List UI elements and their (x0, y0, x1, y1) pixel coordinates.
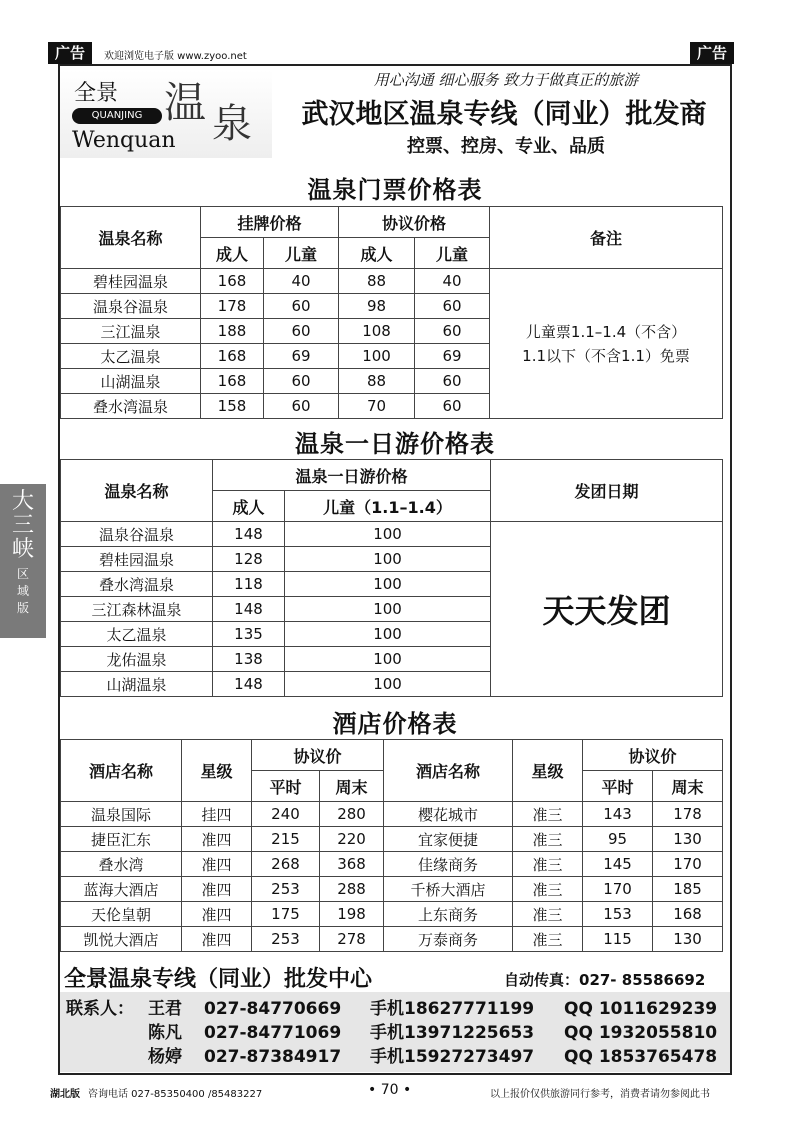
brand-logo (60, 70, 272, 158)
cell-name: 三江温泉 (61, 319, 201, 344)
cell-hotel-name: 温泉国际 (61, 802, 182, 827)
note-cell (490, 269, 723, 419)
cell-star: 准三 (513, 827, 583, 852)
cell-agreed-child: 69 (415, 344, 490, 369)
cell-name: 太乙温泉 (61, 344, 201, 369)
logo-char-wen: 温 (164, 78, 207, 127)
cell-name: 温泉谷温泉 (61, 294, 201, 319)
ad-tag-right: 广告 (690, 42, 734, 64)
col-header-price: 协议价 (252, 740, 384, 771)
side-char: 峡 (11, 537, 34, 562)
cell-weekend: 280 (320, 802, 384, 827)
cell-agreed-child: 60 (415, 294, 490, 319)
cell-agreed-adult: 100 (339, 344, 415, 369)
cell-child: 100 (285, 522, 491, 547)
edition-side-tab (0, 484, 46, 638)
cell-weekday: 240 (252, 802, 320, 827)
cell-name: 三江森林温泉 (61, 597, 213, 622)
ticket-price-table (60, 206, 723, 419)
cell-weekday: 153 (583, 902, 653, 927)
footer-edition: 湖北版 (50, 1089, 80, 1100)
cell-name: 山湖温泉 (61, 369, 201, 394)
cell-hotel-name: 蓝海大酒店 (61, 877, 182, 902)
col-header-star: 星级 (513, 740, 583, 802)
side-char: 区 (16, 567, 29, 581)
table-row (61, 802, 723, 827)
contact-box (60, 992, 730, 1072)
footer-phone: 咨询电话 027-85350400 /85483227 (88, 1089, 263, 1100)
footer-disclaimer: 以上报价仅供旅游同行参考，消费者请勿参阅此书 (490, 1089, 710, 1100)
table-row (61, 902, 723, 927)
cell-weekday: 145 (583, 852, 653, 877)
col-header-name: 温泉名称 (61, 460, 213, 522)
cell-listed-adult: 168 (201, 344, 264, 369)
side-char: 域 (16, 584, 29, 598)
cell-listed-adult: 178 (201, 294, 264, 319)
col-header-weekend: 周末 (320, 771, 384, 802)
contact-tel: 027-87384917 (204, 1047, 342, 1067)
cell-agreed-child: 60 (415, 319, 490, 344)
contact-mobile: 手机15927273497 (370, 1047, 535, 1067)
hotel-price-table (60, 739, 723, 952)
cell-star: 准四 (182, 927, 252, 952)
col-header-hotel-name: 酒店名称 (384, 740, 513, 802)
cell-listed-child: 40 (264, 269, 339, 294)
cell-listed-child: 60 (264, 294, 339, 319)
col-header-agreed: 协议价格 (339, 207, 490, 238)
col-header-note: 备注 (490, 207, 723, 269)
logo-latin: Wenquan (72, 128, 176, 153)
cell-agreed-adult: 70 (339, 394, 415, 419)
cell-weekday: 268 (252, 852, 320, 877)
cell-hotel-name: 佳缘商务 (384, 852, 513, 877)
cell-adult: 128 (213, 547, 285, 572)
cell-name: 碧桂园温泉 (61, 269, 201, 294)
contact-name: 陈凡 (148, 1023, 182, 1043)
cell-star: 准三 (513, 852, 583, 877)
cell-agreed-adult: 88 (339, 269, 415, 294)
contact-label: 联系人： (66, 999, 134, 1019)
cell-weekday: 253 (252, 927, 320, 952)
contact-mobile: 手机13971225653 (370, 1023, 535, 1043)
col-header-price: 协议价 (583, 740, 723, 771)
cell-weekend: 170 (653, 852, 723, 877)
side-char: 三 (11, 513, 34, 538)
contact-row (60, 1044, 730, 1070)
cell-name: 叠水湾温泉 (61, 572, 213, 597)
table-row (61, 877, 723, 902)
ticket-section-title: 温泉门票价格表 (307, 176, 483, 204)
cell-hotel-name: 樱花城市 (384, 802, 513, 827)
contact-name: 杨婷 (148, 1047, 182, 1067)
daily-departure: 天天发团 (491, 522, 723, 697)
cell-weekday: 175 (252, 902, 320, 927)
side-char: 大 (11, 489, 34, 514)
col-header-weekday: 平时 (252, 771, 320, 802)
col-header-adult: 成人 (339, 238, 415, 269)
ad-tag-left: 广告 (48, 42, 92, 64)
contact-row (60, 996, 730, 1022)
cell-hotel-name: 宜家便捷 (384, 827, 513, 852)
col-header-star: 星级 (182, 740, 252, 802)
cell-listed-adult: 158 (201, 394, 264, 419)
cell-agreed-child: 60 (415, 369, 490, 394)
cell-weekend: 288 (320, 877, 384, 902)
cell-listed-child: 69 (264, 344, 339, 369)
slogan: 用心沟通 细心服务 致力于做真正的旅游 (373, 71, 639, 89)
col-header-adult: 成人 (213, 491, 285, 522)
cell-adult: 135 (213, 622, 285, 647)
cell-star: 准三 (513, 902, 583, 927)
cell-listed-child: 60 (264, 394, 339, 419)
cell-child: 100 (285, 547, 491, 572)
contact-qq: QQ 1932055810 (564, 1023, 718, 1043)
cell-weekday: 170 (583, 877, 653, 902)
cell-hotel-name: 万泰商务 (384, 927, 513, 952)
contact-mobile: 手机18627771199 (370, 999, 535, 1019)
cell-weekend: 185 (653, 877, 723, 902)
cell-hotel-name: 叠水湾 (61, 852, 182, 877)
col-header-child: 儿童 (264, 238, 339, 269)
welcome-text: 欢迎浏览电子版 www.zyoo.net (104, 51, 247, 62)
cell-star: 准三 (513, 877, 583, 902)
contact-qq: QQ 1853765478 (564, 1047, 718, 1067)
cell-child: 100 (285, 572, 491, 597)
cell-agreed-adult: 108 (339, 319, 415, 344)
contact-qq: QQ 1011629239 (564, 999, 718, 1019)
logo-pinyin: QUANJING (72, 108, 162, 124)
cell-star: 准三 (513, 927, 583, 952)
fax-number: 自动传真：027- 85586692 (504, 971, 706, 989)
cell-adult: 138 (213, 647, 285, 672)
daytour-price-table (60, 459, 723, 697)
col-header-weekday: 平时 (583, 771, 653, 802)
contact-tel: 027-84770669 (204, 999, 342, 1019)
table-row (61, 827, 723, 852)
cell-weekend: 178 (653, 802, 723, 827)
cell-weekday: 143 (583, 802, 653, 827)
cell-weekday: 115 (583, 927, 653, 952)
cell-agreed-child: 60 (415, 394, 490, 419)
hotel-section-title: 酒店价格表 (332, 710, 458, 738)
center-name: 全景温泉专线（同业）批发中心 (64, 967, 373, 992)
cell-weekend: 130 (653, 927, 723, 952)
col-header-child: 儿童（1.1–1.4） (285, 491, 491, 522)
cell-hotel-name: 天伦皇朝 (61, 902, 182, 927)
cell-weekend: 220 (320, 827, 384, 852)
table-row (61, 852, 723, 877)
col-header-child: 儿童 (415, 238, 490, 269)
daytour-section-title: 温泉一日游价格表 (295, 430, 495, 458)
logo-chinese-small: 全景 (74, 81, 119, 106)
cell-adult: 148 (213, 672, 285, 697)
contact-tel: 027-84771069 (204, 1023, 342, 1043)
cell-weekday: 215 (252, 827, 320, 852)
page-title: 武汉地区温泉专线（同业）批发商 (301, 99, 707, 130)
cell-star: 挂四 (182, 802, 252, 827)
cell-name: 太乙温泉 (61, 622, 213, 647)
side-tab-small (0, 566, 46, 617)
cell-listed-adult: 188 (201, 319, 264, 344)
cell-listed-adult: 168 (201, 369, 264, 394)
cell-weekday: 253 (252, 877, 320, 902)
subtitle: 控票、控房、专业、品质 (407, 136, 605, 157)
cell-weekend: 278 (320, 927, 384, 952)
cell-star: 准四 (182, 827, 252, 852)
col-header-name: 温泉名称 (61, 207, 201, 269)
col-header-weekend: 周末 (653, 771, 723, 802)
side-char: 版 (16, 601, 29, 615)
cell-star: 准四 (182, 877, 252, 902)
note-line-2: 1.1以下（不含1.1）免票 (522, 346, 690, 365)
cell-star: 准三 (513, 802, 583, 827)
cell-name: 山湖温泉 (61, 672, 213, 697)
col-header-price: 温泉一日游价格 (213, 460, 491, 491)
cell-agreed-child: 40 (415, 269, 490, 294)
cell-name: 龙佑温泉 (61, 647, 213, 672)
cell-weekend: 198 (320, 902, 384, 927)
cell-star: 准四 (182, 902, 252, 927)
cell-weekday: 95 (583, 827, 653, 852)
cell-child: 100 (285, 647, 491, 672)
cell-hotel-name: 捷臣汇东 (61, 827, 182, 852)
cell-name: 碧桂园温泉 (61, 547, 213, 572)
cell-adult: 118 (213, 572, 285, 597)
col-header-hotel-name: 酒店名称 (61, 740, 182, 802)
cell-child: 100 (285, 672, 491, 697)
cell-weekend: 130 (653, 827, 723, 852)
cell-weekend: 368 (320, 852, 384, 877)
cell-listed-adult: 168 (201, 269, 264, 294)
page-number: • 70 • (368, 1082, 412, 1098)
col-header-date: 发团日期 (491, 460, 723, 522)
cell-adult: 148 (213, 522, 285, 547)
cell-agreed-adult: 98 (339, 294, 415, 319)
cell-star: 准四 (182, 852, 252, 877)
table-row (61, 927, 723, 952)
side-tab-big (0, 484, 46, 562)
contact-row (60, 1020, 730, 1046)
cell-child: 100 (285, 597, 491, 622)
cell-listed-child: 60 (264, 319, 339, 344)
logo-char-quan: 泉 (212, 101, 252, 147)
note-line-1: 儿童票1.1–1.4（不含） (525, 322, 687, 341)
cell-hotel-name: 凯悦大酒店 (61, 927, 182, 952)
cell-listed-child: 60 (264, 369, 339, 394)
cell-agreed-adult: 88 (339, 369, 415, 394)
cell-hotel-name: 千桥大酒店 (384, 877, 513, 902)
table-row (61, 269, 723, 294)
table-row (61, 522, 723, 547)
cell-hotel-name: 上东商务 (384, 902, 513, 927)
cell-weekend: 168 (653, 902, 723, 927)
cell-name: 温泉谷温泉 (61, 522, 213, 547)
cell-adult: 148 (213, 597, 285, 622)
col-header-listed: 挂牌价格 (201, 207, 339, 238)
cell-child: 100 (285, 622, 491, 647)
col-header-adult: 成人 (201, 238, 264, 269)
contact-name: 王君 (148, 999, 182, 1019)
cell-name: 叠水湾温泉 (61, 394, 201, 419)
